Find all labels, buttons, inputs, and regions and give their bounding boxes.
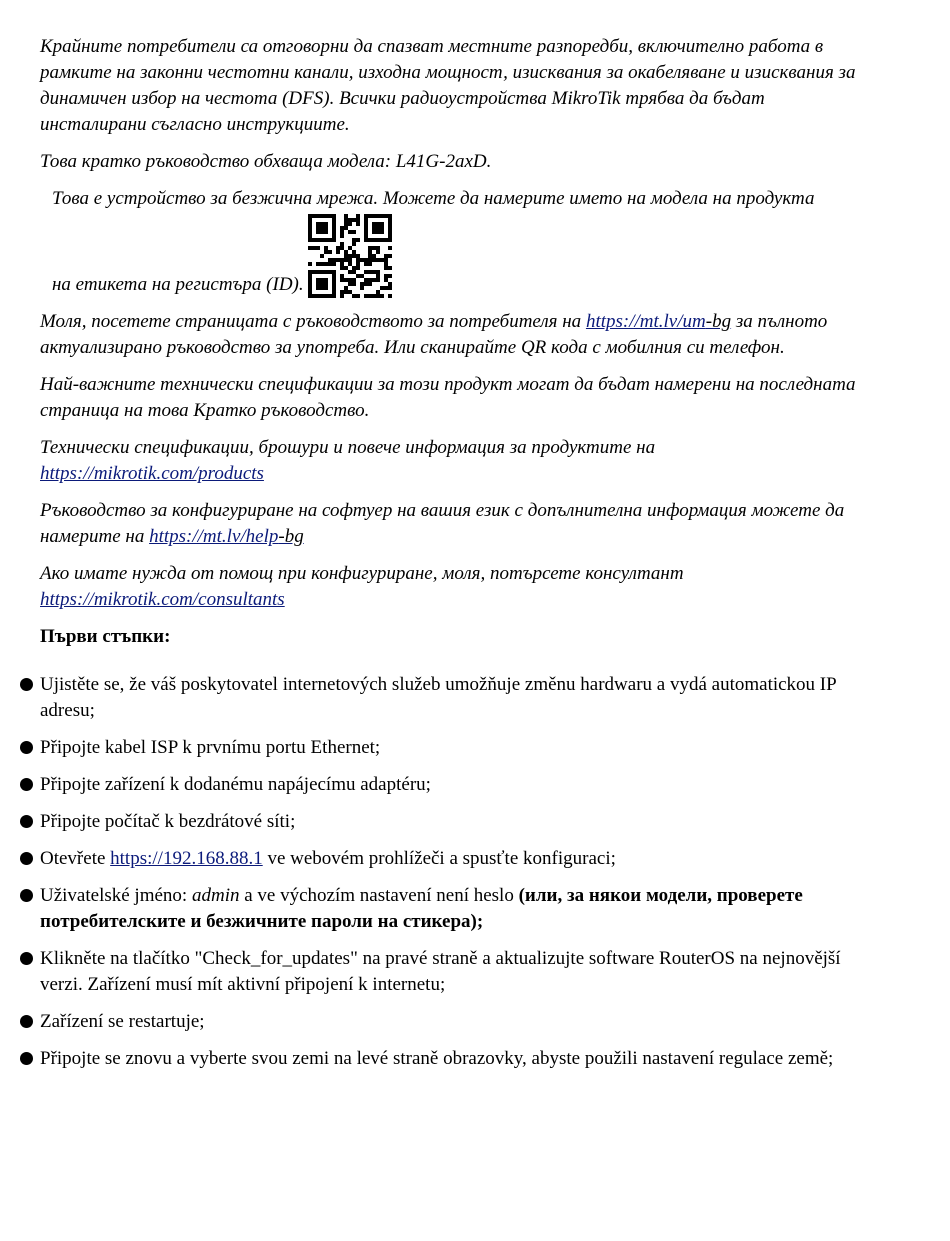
- list-item: [40, 1046, 860, 1072]
- qr-code-icon: [308, 214, 392, 298]
- user-manual-text-before: Моля, посетете страницата с ръководството за потребителя на: [40, 311, 586, 332]
- list-item: [40, 846, 860, 872]
- model-paragraph: Това кратко ръководство обхваща модела: L41G-2axD.: [40, 151, 492, 172]
- user-manual-link-text: https://mt.lv/um: [585, 311, 706, 332]
- bullet-icon: [20, 1052, 33, 1065]
- first-steps-heading: Първи стъпки:: [40, 626, 171, 647]
- list-item: [40, 946, 860, 998]
- bullet-icon: [20, 741, 33, 754]
- bullet-icon: [20, 952, 33, 965]
- step-text-before: Uživatelské jméno:: [40, 885, 192, 906]
- list-item: [40, 672, 860, 724]
- bullet-icon: [20, 852, 33, 865]
- help-link[interactable]: [149, 526, 304, 547]
- first-steps-list: [40, 672, 860, 1072]
- products-link[interactable]: https://mikrotik.com/products: [40, 463, 264, 484]
- bullet-icon: [20, 815, 33, 828]
- step-text: Připojte kabel ISP k prvnímu portu Ethernet;: [40, 737, 381, 758]
- consultants-link[interactable]: https://mikrotik.com/consultants: [40, 589, 285, 610]
- step-text: Připojte zařízení k dodanému napájecímu adaptéru;: [40, 774, 431, 795]
- step-text-before: Otevřete: [40, 848, 111, 869]
- step-text-mid: a ve výchozím nastavení není heslo: [239, 885, 519, 906]
- user-manual-link[interactable]: [586, 311, 731, 332]
- specs-note-paragraph: Най-важните технически спецификации за този продукт могат да бъдат намерени на последната страница на това Кратко ръководство.: [40, 374, 856, 421]
- bullet-icon: [20, 1015, 33, 1028]
- bullet-icon: [20, 889, 33, 902]
- step-text: Zařízení se restartuje;: [40, 1011, 205, 1032]
- list-item: [40, 809, 860, 835]
- step-text: Klikněte na tlačítko "Check_for_updates" na pravé straně a aktualizujte software RouterOS na nejnovější verzi. Zařízení musí mít aktivní připojení k internetu;: [40, 948, 841, 995]
- compliance-paragraph: Крайните потребители са отговорни да спазват местните разпоредби, включително работа в рамките на законни честотни канали, изходна мощност, изисквания за окабеляване и изисквания за динамичен избор на честота (DFS). Всички радиоустройства MikroTik трябва да бъдат инсталирани съгласно инструкциите.: [40, 36, 856, 135]
- document-page: [40, 34, 860, 1083]
- user-manual-text-after: за пълното актуализирано ръководство за употреба. Или сканирайте QR кода с мобилния си телефон.: [40, 311, 828, 358]
- user-manual-paragraph: [40, 309, 860, 361]
- step-text-bold: (или, за някои модели, проверете потребителските и безжичните пароли на стикера);: [40, 885, 803, 932]
- device-id-line1: Това е устройство за безжична мрежа. Можете да намерите името на модела на продукта: [52, 188, 815, 209]
- list-item: [40, 772, 860, 798]
- help-paragraph: [40, 498, 860, 550]
- list-item: [40, 1009, 860, 1035]
- router-address-link[interactable]: https://192.168.88.1: [110, 848, 263, 869]
- bullet-icon: [20, 778, 33, 791]
- products-paragraph: [40, 435, 860, 487]
- device-id-line2: на етикета на регистъра (ID).: [52, 274, 304, 295]
- list-item: [40, 735, 860, 761]
- step-text: Připojte se znovu a vyberte svou zemi na levé straně obrazovky, abyste použili nastavení regulace země;: [40, 1048, 834, 1069]
- help-link-suffix: -bg: [278, 526, 304, 547]
- consultants-text: Ако имате нужда от помощ при конфигуриране, моля, потърсете консултант: [40, 563, 684, 584]
- help-text: Ръководство за конфигуриране на софтуер на вашия език с допълнителна информация можете да намерите на: [40, 500, 845, 547]
- user-manual-link-suffix: -bg: [705, 311, 732, 332]
- help-link-text: https://mt.lv/help: [149, 526, 279, 547]
- device-id-paragraph: [52, 186, 860, 298]
- consultants-paragraph: [40, 561, 860, 613]
- bullet-icon: [20, 678, 33, 691]
- step-text-after: ve webovém prohlížeči a spusťte konfiguraci;: [262, 848, 616, 869]
- username-value: admin: [191, 885, 240, 906]
- step-text: Ujistěte se, že váš poskytovatel internetových služeb umožňuje změnu hardwaru a vydá automatickou IP adresu;: [40, 674, 836, 721]
- step-text: Připojte počítač k bezdrátové síti;: [40, 811, 296, 832]
- products-text: Технически спецификации, брошури и повече информация за продуктите на: [40, 437, 656, 458]
- list-item: [40, 883, 860, 935]
